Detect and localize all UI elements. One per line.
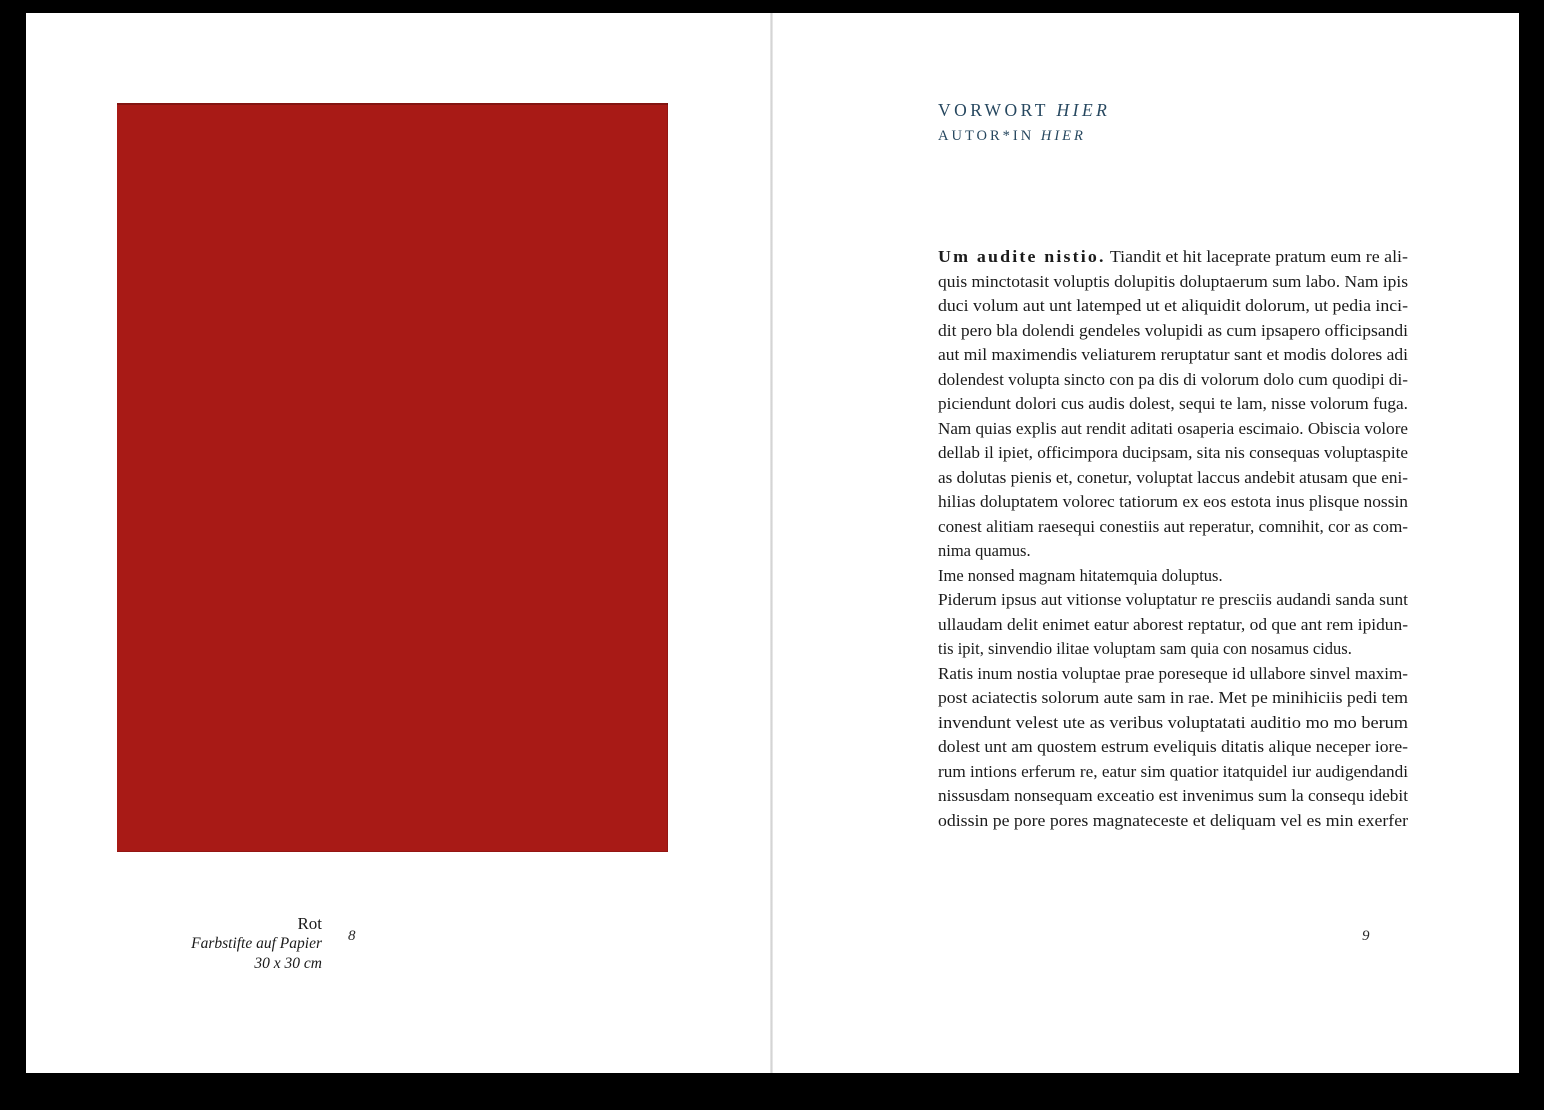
body-line: Nam quias explis aut rendit aditati osaperia escimaio. Obiscia volore — [938, 418, 1408, 438]
preface-body-text — [938, 245, 1408, 833]
heading-author-placeholder: HIER — [1040, 128, 1086, 144]
body-line: dit pero bla dolendi gendeles volupidi as cum ipsapero officipsandi — [938, 320, 1408, 340]
heading-title — [938, 100, 1110, 121]
body-line: rum intions erferum re, eatur sim quatior itatquidel iur audigendandi — [938, 761, 1408, 781]
heading-title-label: VORWORT — [938, 100, 1049, 120]
body-line: Piderum ipsus aut vitionse voluptatur re presciis audandi sanda sunt — [938, 590, 1408, 609]
body-line: hilias doluptatem volorec tatiorum ex eos estota inus plisque nossin — [938, 492, 1408, 511]
heading-author-label: AUTOR*IN — [938, 128, 1035, 144]
body-line: invendunt velest ute as veribus voluptatati auditio mo mo berum — [938, 712, 1408, 732]
heading-author — [938, 128, 1110, 145]
body-line: conest alitiam raesequi conestiis aut reperatur, comnihit, cor as com- — [938, 516, 1408, 536]
body-line: piciendunt dolori cus audis dolest, sequi te lam, nisse volorum fuga. — [938, 394, 1408, 413]
caption-title: Rot — [297, 914, 322, 933]
caption-dimensions: 30 x 30 cm — [254, 955, 322, 972]
caption-medium: Farbstifte auf Papier — [191, 935, 322, 952]
body-line: post aciatectis solorum aute sam in rae. Met pe minihiciis pedi tem — [938, 688, 1408, 707]
body-line: ullaudam delit enimet eatur aborest reptatur, od que ant rem ipidun- — [938, 614, 1408, 634]
page-number-left: 8 — [348, 928, 356, 944]
body-line: Ime nonsed magnam hitatemquia doluptus. — [938, 565, 1223, 585]
body-line: quis minctotasit voluptis dolupitis doluptaerum sum labo. Nam ipis — [938, 271, 1408, 291]
body-line: nissusdam nonsequam exceatio est invenimus sum la consequ idebit — [938, 786, 1408, 805]
body-line: dellab il ipiet, officimpora ducipsam, sita nis consequas voluptaspite — [938, 443, 1408, 462]
body-line: nima quamus. — [938, 541, 1031, 560]
spine-divider — [770, 13, 773, 1073]
body-line: aut mil maximendis veliaturem reruptatur sant et modis dolores adi — [938, 345, 1408, 364]
body-line: odissin pe pore pores magnateceste et deliquam vel es min exerfer — [938, 810, 1408, 830]
preface-heading — [938, 100, 1110, 145]
body-line: Um audite nistio. Tiandit et hit laceprate pratum eum re ali- — [938, 247, 1408, 266]
artwork-caption — [86, 914, 322, 974]
body-lead-in: Um audite nistio. — [938, 247, 1106, 266]
heading-title-placeholder: HIER — [1056, 100, 1111, 120]
body-line: dolendest volupta sincto con pa dis di volorum dolo cum quodipi di- — [938, 369, 1408, 389]
body-line: as dolutas pienis et, conetur, voluptat laccus andebit atusam que eni- — [938, 467, 1408, 487]
red-artwork-plate — [117, 103, 668, 852]
body-line: Ratis inum nostia voluptae prae poreseque id ullabore sinvel maxim- — [938, 663, 1408, 683]
body-line: dolest unt am quostem estrum eveliquis ditatis alique neceper iore- — [938, 737, 1408, 756]
body-line: duci volum aut unt latemped ut et aliquidit dolorum, ut pedia inci- — [938, 296, 1408, 315]
page-number-right: 9 — [1362, 928, 1370, 944]
body-line: tis ipit, sinvendio ilitae voluptam sam quia con nosamus cidus. — [938, 639, 1352, 658]
book-spread — [26, 13, 1519, 1073]
